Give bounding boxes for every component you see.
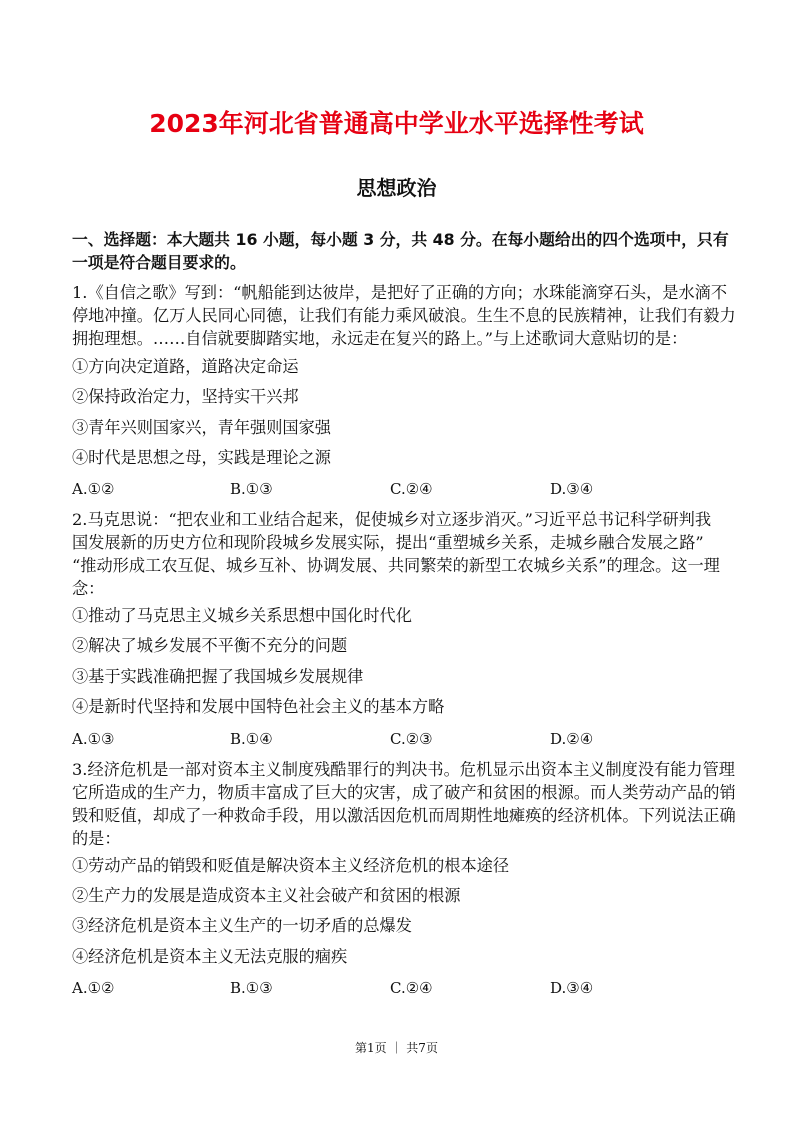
answer-option-d: D.②④ (550, 730, 594, 748)
question-stem-line: 毁和贬值，却成了一种救命手段，用以激活因危机而周期性地瘫痪的经济机体。下列说法正确 (72, 806, 736, 825)
question-stem-line: 2.马克思说：“把农业和工业结合起来，促使城乡对立逐步消灭。”习近平总书记科学研判我 (72, 510, 712, 529)
answer-option-d: D.③④ (550, 480, 594, 498)
question-stem-line: 停地冲撞。亿万人民同心同德，让我们有能力乘风破浪。生生不息的民族精神，让我们有毅力 (72, 306, 736, 325)
answer-option-c: C.②③ (390, 730, 433, 748)
statement-item: ④经济危机是资本主义无法克服的痼疾 (72, 947, 348, 966)
page-footer: 第1页 ｜ 共7页 (355, 1041, 438, 1055)
statement-item: ④时代是思想之母，实践是理论之源 (72, 448, 331, 467)
question-stem-line: 国发展新的历史方位和现阶段城乡发展实际，提出“重塑城乡关系，走城乡融合发展之路” (72, 533, 704, 552)
question-stem-line: 1.《自信之歌》写到：“帆船能到达彼岸，是把好了正确的方向；水珠能滴穿石头，是水滴不 (72, 283, 728, 302)
statement-item: ①方向决定道路，道路决定命运 (72, 357, 299, 376)
statement-item: ①劳动产品的销毁和贬值是解决资本主义经济危机的根本途径 (72, 856, 510, 875)
statement-item: ②保持政治定力，坚持实干兴邦 (72, 387, 299, 406)
statement-item: ②解决了城乡发展不平衡不充分的问题 (72, 636, 348, 655)
answer-option-b: B.①③ (230, 979, 273, 997)
document-title: 2023年河北省普通高中学业水平选择性考试 (149, 109, 644, 138)
subject-title: 思想政治 (356, 176, 437, 200)
answer-option-c: C.②④ (390, 979, 433, 997)
question-stem-line: 的是： (72, 829, 121, 848)
question-stem-line: “推动形成工农互促、城乡互补、协调发展、共同繁荣的新型工农城乡关系”的理念。这一理 (72, 556, 720, 575)
question-stem-line: 念： (72, 579, 105, 598)
statement-item: ③青年兴则国家兴，青年强则国家强 (72, 418, 331, 437)
question-stem-line: 拥抱理想。……自信就要脚踏实地，永远走在复兴的路上。”与上述歌词大意贴切的是： (72, 329, 688, 348)
statement-item: ③经济危机是资本主义生产的一切矛盾的总爆发 (72, 916, 412, 935)
statement-item: ④是新时代坚持和发展中国特色社会主义的基本方略 (72, 697, 445, 716)
statement-item: ①推动了马克思主义城乡关系思想中国化时代化 (72, 606, 412, 625)
question-stem-line: 3.经济危机是一部对资本主义制度残酷罪行的判决书。危机显示出资本主义制度没有能力管理 (72, 760, 735, 779)
section-heading-line: 一项是符合题目要求的。 (72, 253, 246, 272)
statement-item: ②生产力的发展是造成资本主义社会破产和贫困的根源 (72, 886, 461, 905)
answer-option-a: A.①② (72, 979, 115, 997)
answer-option-b: B.①④ (230, 730, 273, 748)
answer-option-b: B.①③ (230, 480, 273, 498)
question-stem-line: 它所造成的生产力，物质丰富成了巨大的灾害，成了破产和贫困的根源。而人类劳动产品的销 (72, 783, 736, 802)
answer-option-a: A.①③ (72, 730, 115, 748)
section-heading-line: 一、选择题：本大题共 16 小题，每小题 3 分，共 48 分。在每小题给出的四个选项中，只有 (72, 230, 729, 249)
answer-option-d: D.③④ (550, 979, 594, 997)
statement-item: ③基于实践准确把握了我国城乡发展规律 (72, 667, 364, 686)
answer-option-c: C.②④ (390, 480, 433, 498)
answer-option-a: A.①② (72, 480, 115, 498)
